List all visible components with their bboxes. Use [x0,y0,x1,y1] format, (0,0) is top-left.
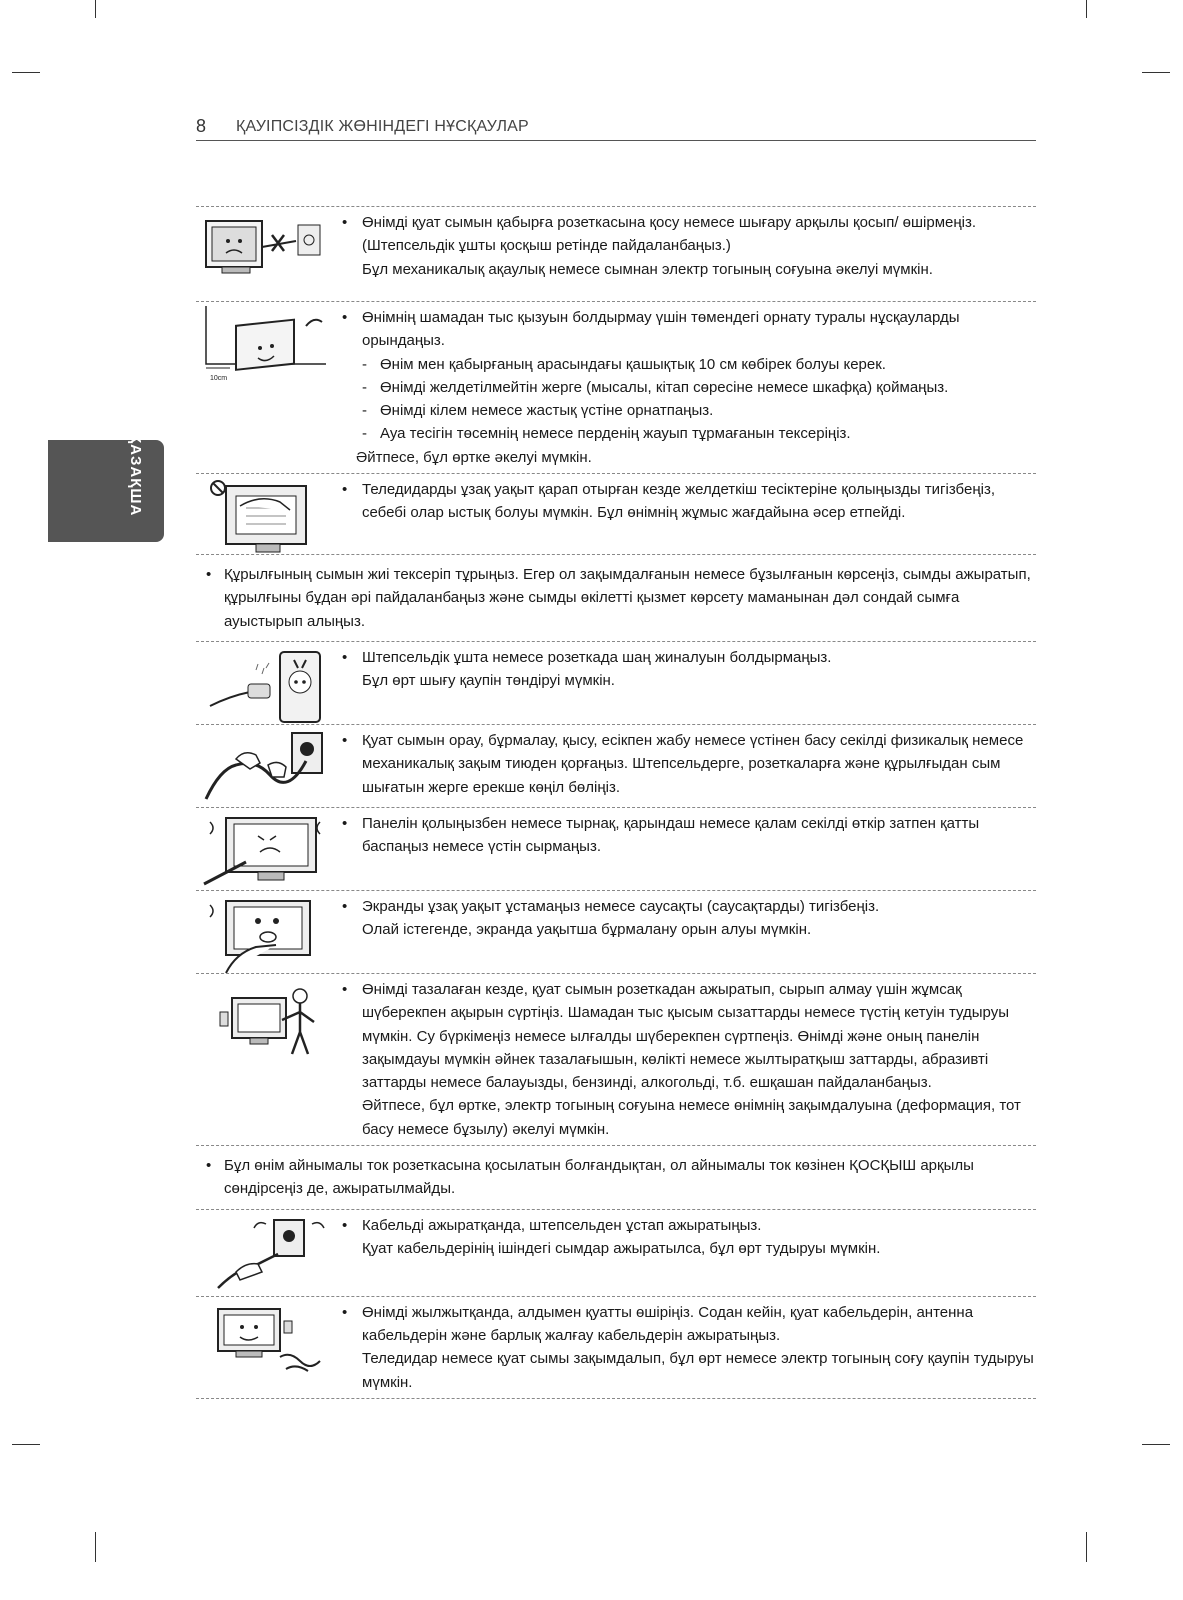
warning-note: Әйтпесе, бұл өртке әкелуі мүмкін. [356,448,592,466]
crop-mark [12,72,40,73]
safety-text [342,725,1036,803]
warning-note: Теледидар немесе қуат сымы зақымдалып, бұл өрт немесе электр тогының соғу қаупін тудыруы мүмкін. [362,1350,1034,1391]
tv-wall-distance-icon [196,306,330,386]
list-item: • Штепсельдік ұшта немесе розеткада шаң жиналуын болдырмаңыз. [342,648,832,666]
safety-row [196,890,1036,973]
sub-list-item: - Өнімді кілем немесе жастық үстіне орнатпаңыз. [362,402,714,420]
warning-note: Бұл механикалық ақаулық немесе сымнан электр тогының соғуына әкелуі мүмкін. [362,260,933,278]
safety-text [342,207,1036,285]
page-number: 8 [196,116,207,136]
list-item: • Өнімнің шамадан тыс қызуын болдырмау үшін төмендегі орнату туралы нұсқауларды орындаңыз. [342,309,960,350]
list-item: • Қуат сымын орау, бұрмалау, қысу, есікпен жабу немесе үстінен басу секілді физикалық немесе механикалық зақым тиюден қорғаңыз. Штепсельдерге, розеткаларға және құрылғыдан сым шығатын жерге ерекше көңіл бөліңіз. [342,731,1024,796]
warning-note: Олай істегенде, экранда уақытша бұрмалану орын алуы мүмкін. [362,921,812,939]
safety-row [196,641,1036,724]
sub-list-item: - Өнім мен қабырғаның арасындағы қашықтық 10 см көбірек болуы керек. [362,355,886,373]
sub-list-item: - Өнімді желдетілмейтін жерге (мысалы, кітап сөресіне немесе шкафқа) қоймаңыз. [362,378,949,396]
language-tab-label: ҚАЗАҚША [127,434,144,517]
list-item: • Өнімді тазалаған кезде, қуат сымын розеткадан ажыратып, сырып алмау үшін жұмсақ шүберекпен ақырын сүртіңіз. Шамадан тыс қысым сызаттарды немесе түстің кетуін тудыруы мүмкін. Су бүркімеңіз немесе ылғалды шүберекпен сүртпеңіз. Өнімді және оның панелін зақымдауы мүмкін әйнек тазалағышын, көлікті немесе жылтыратқыш заттарды, абразивті заттарды немесе балауызды, бензинді, алкогольді, т.б. ешқашан пайдаланбаңыз. [342,980,1010,1092]
safety-row [196,301,1036,473]
safety-text [342,302,1036,473]
crop-mark [95,1532,96,1562]
crop-mark [12,1444,40,1445]
safety-row [196,807,1036,890]
panel-press-icon [196,812,330,890]
section-title: ҚАУІПСІЗДІК ЖӨНІНДЕГІ НҰСҚАУЛАР [236,118,529,135]
safety-row [196,554,1036,641]
safety-text [342,642,1036,697]
safety-text [196,1150,1036,1205]
screen-touch-icon [196,895,330,973]
distance-label: 10cm [210,375,228,382]
safety-row [196,206,1036,301]
crop-mark [1086,1532,1087,1562]
safety-row [196,973,1036,1145]
safety-content [196,206,1036,1399]
list-item: • Экранды ұзақ уақыт ұстамаңыз немесе саусақты (саусақтарды) тигізбеңіз. [342,897,880,915]
plug-dust-icon [196,646,330,724]
crop-mark [1086,0,1087,18]
crop-mark [1142,72,1170,73]
safety-row [196,724,1036,807]
tv-move-icon [196,1301,330,1381]
page-header [196,114,1036,141]
tv-unplug-icon [196,211,330,281]
safety-text [342,808,1036,863]
crop-mark [95,0,96,18]
safety-text [342,1210,1036,1265]
safety-text [342,891,1036,946]
language-tab [48,434,164,542]
warning-note: Қуат кабельдерінің ішіндегі сымдар ажыратылса, бұл өрт тудыруы мүмкін. [362,1239,881,1257]
safety-text [342,974,1036,1145]
warning-note: Әйтпесе, бұл өртке, электр тогының соғуына немесе өнімнің зақымдалуына (деформация, тот басу немесе бұзылу) әкелуі мүмкін. [362,1097,1021,1138]
safety-text [342,474,1036,529]
list-item: • Кабельді ажыратқанда, штепсельден ұстап ажыратыңыз. [342,1216,762,1234]
sub-list-item: - Ауа тесігін төсемнің немесе перденің жауып тұрмағанын тексеріңіз. [362,425,851,443]
safety-row [196,1145,1036,1209]
list-item: • Құрылғының сымын жиі тексеріп тұрыңыз. Егер ол зақымдалғанын немесе бұзылғанын көрсеңіз, сымды ажыратып, құрылғыны бұдан әрі пайдаланбаңыз және сымды өкілетті қызмет көрсету маманынан дәл сондай сымға ауыстырып алыңыз. [206,566,1031,630]
list-item: • Өнімді қуат сымын қабырға розеткасына қосу немесе шығару арқылы қосып/ өшірмеңіз. (Штепсельдік ұшты қосқыш ретінде пайдаланбаңыз.) [342,214,977,255]
list-item: • Теледидарды ұзақ уақыт қарап отырған кезде желдеткіш тесіктеріне қолыңызды тигізбеңіз, себебі олар ыстық болуы мүмкін. Бұл өнімнің жұмыс жағдайына әсер етпейді. [342,481,995,522]
unplug-hold-icon [196,1214,330,1294]
warning-note: Бұл өрт шығу қаупін төндіруі мүмкін. [362,672,615,690]
safety-row [196,1296,1036,1399]
safety-text [342,1297,1036,1398]
list-item: • Бұл өнім айнымалы ток розеткасына қосылатын болғандықтан, ол айнымалы ток көзінен ҚОСҚЫШ арқылы сөндірсеңіз де, ажыратылмайды. [206,1157,974,1198]
tv-vent-touch-icon [196,478,330,558]
list-item: • Панелін қолыңызбен немесе тырнақ, қарындаш немесе қалам секілді өткір затпен қатты баспаңыз немесе үстін сырмаңыз. [342,814,980,856]
safety-row [196,1209,1036,1296]
list-item: • Өнімді жылжытқанда, алдымен қуатты өшіріңіз. Содан кейін, қуат кабельдерін, антенна кабельдерін және барлық жалғау кабельдерін ажыратыңыз. [342,1303,974,1344]
crop-mark [1142,1444,1170,1445]
tv-cleaning-icon [196,978,330,1062]
safety-row [196,473,1036,554]
cord-twist-icon [196,729,330,807]
safety-text [196,559,1036,637]
